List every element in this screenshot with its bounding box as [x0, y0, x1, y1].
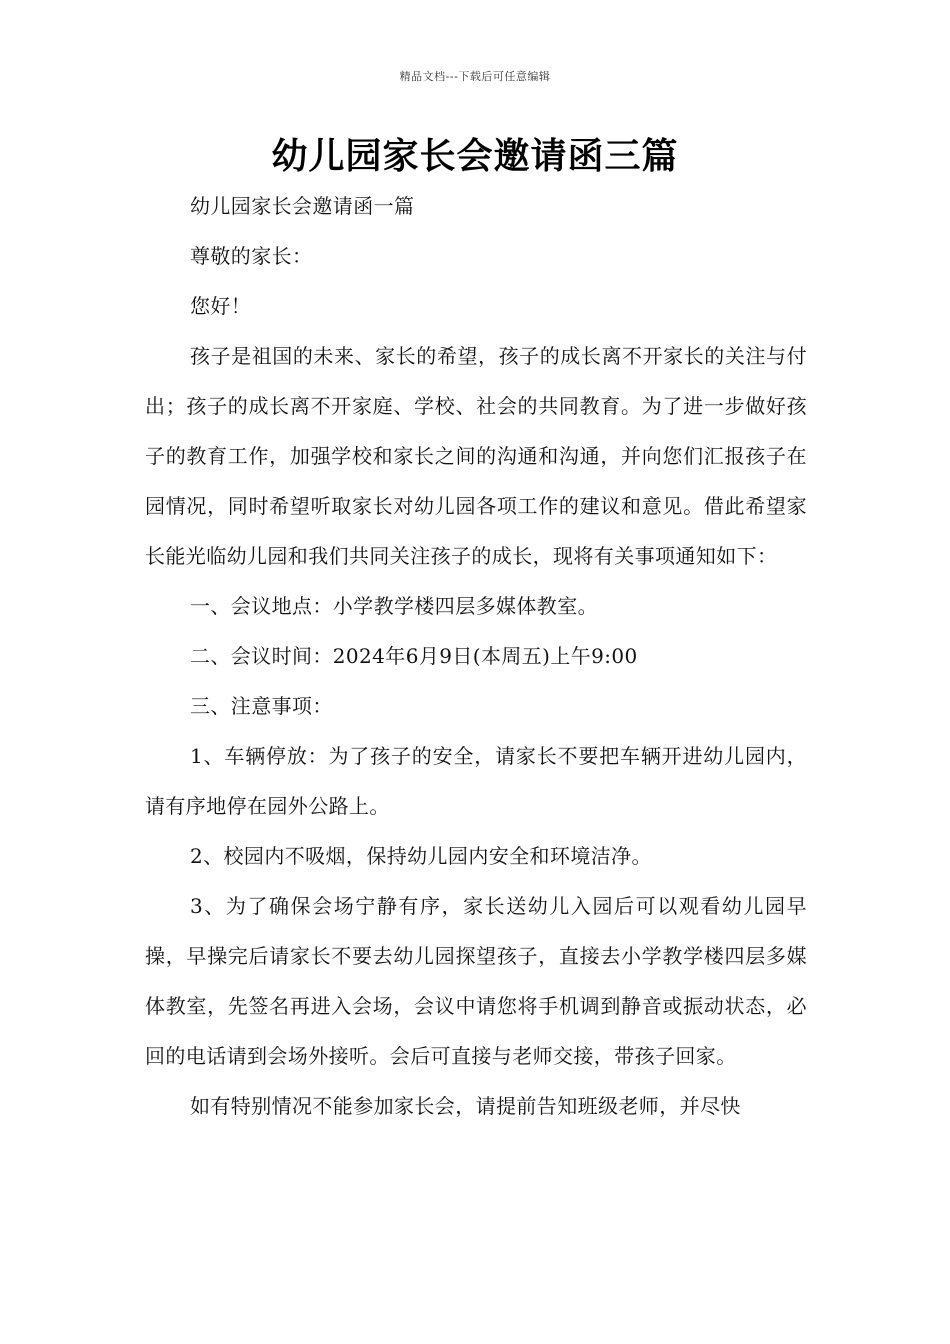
greeting-paragraph: 您好！ — [190, 294, 252, 318]
document-title: 幼儿园家长会邀请函三篇 — [271, 135, 679, 177]
notes-heading-paragraph: 三、注意事项： — [190, 694, 333, 718]
document-body — [145, 181, 807, 1131]
meeting-location-paragraph: 一、会议地点：小学教学楼四层多媒体教室。 — [190, 594, 598, 618]
meeting-time-paragraph: 二、会议时间：2024年6月9日(本周五)上午9:00 — [190, 644, 638, 668]
subtitle-paragraph: 幼儿园家长会邀请函一篇 — [190, 194, 415, 218]
intro-paragraph: 孩子是祖国的未来、家长的希望，孩子的成长离不开家长的关注与付出；孩子的成长离不开家庭、学校、社会的共同教育。为了进一步做好孩子的教育工作，加强学校和家长之间的沟通和沟通，并向您们汇报孩子在园情况，同时希望听取家长对幼儿园各项工作的建议和意见。借此希望家长能光临幼儿园和我们共同关注孩子的成长，现将有关事项通知如下： — [145, 344, 807, 568]
salutation-paragraph: 尊敬的家长： — [190, 244, 313, 268]
note-order-paragraph: 3、为了确保会场宁静有序，家长送幼儿入园后可以观看幼儿园早操，早操完后请家长不要去幼儿园探望孩子，直接去小学教学楼四层多媒体教室，先签名再进入会场，会议中请您将手机调到静音或振动状态，必回的电话请到会场外接听。会后可直接与老师交接，带孩子回家。 — [145, 894, 807, 1068]
header-note: 精品文档---下载后可任意编辑 — [399, 70, 551, 83]
note-parking-paragraph: 1、车辆停放：为了孩子的安全，请家长不要把车辆开进幼儿园内，请有序地停在园外公路上。 — [145, 744, 807, 818]
note-smoking-paragraph: 2、校园内不吸烟，保持幼儿园内安全和环境洁净。 — [190, 844, 652, 868]
closing-paragraph: 如有特别情况不能参加家长会，请提前告知班级老师，并尽快 — [190, 1094, 741, 1118]
